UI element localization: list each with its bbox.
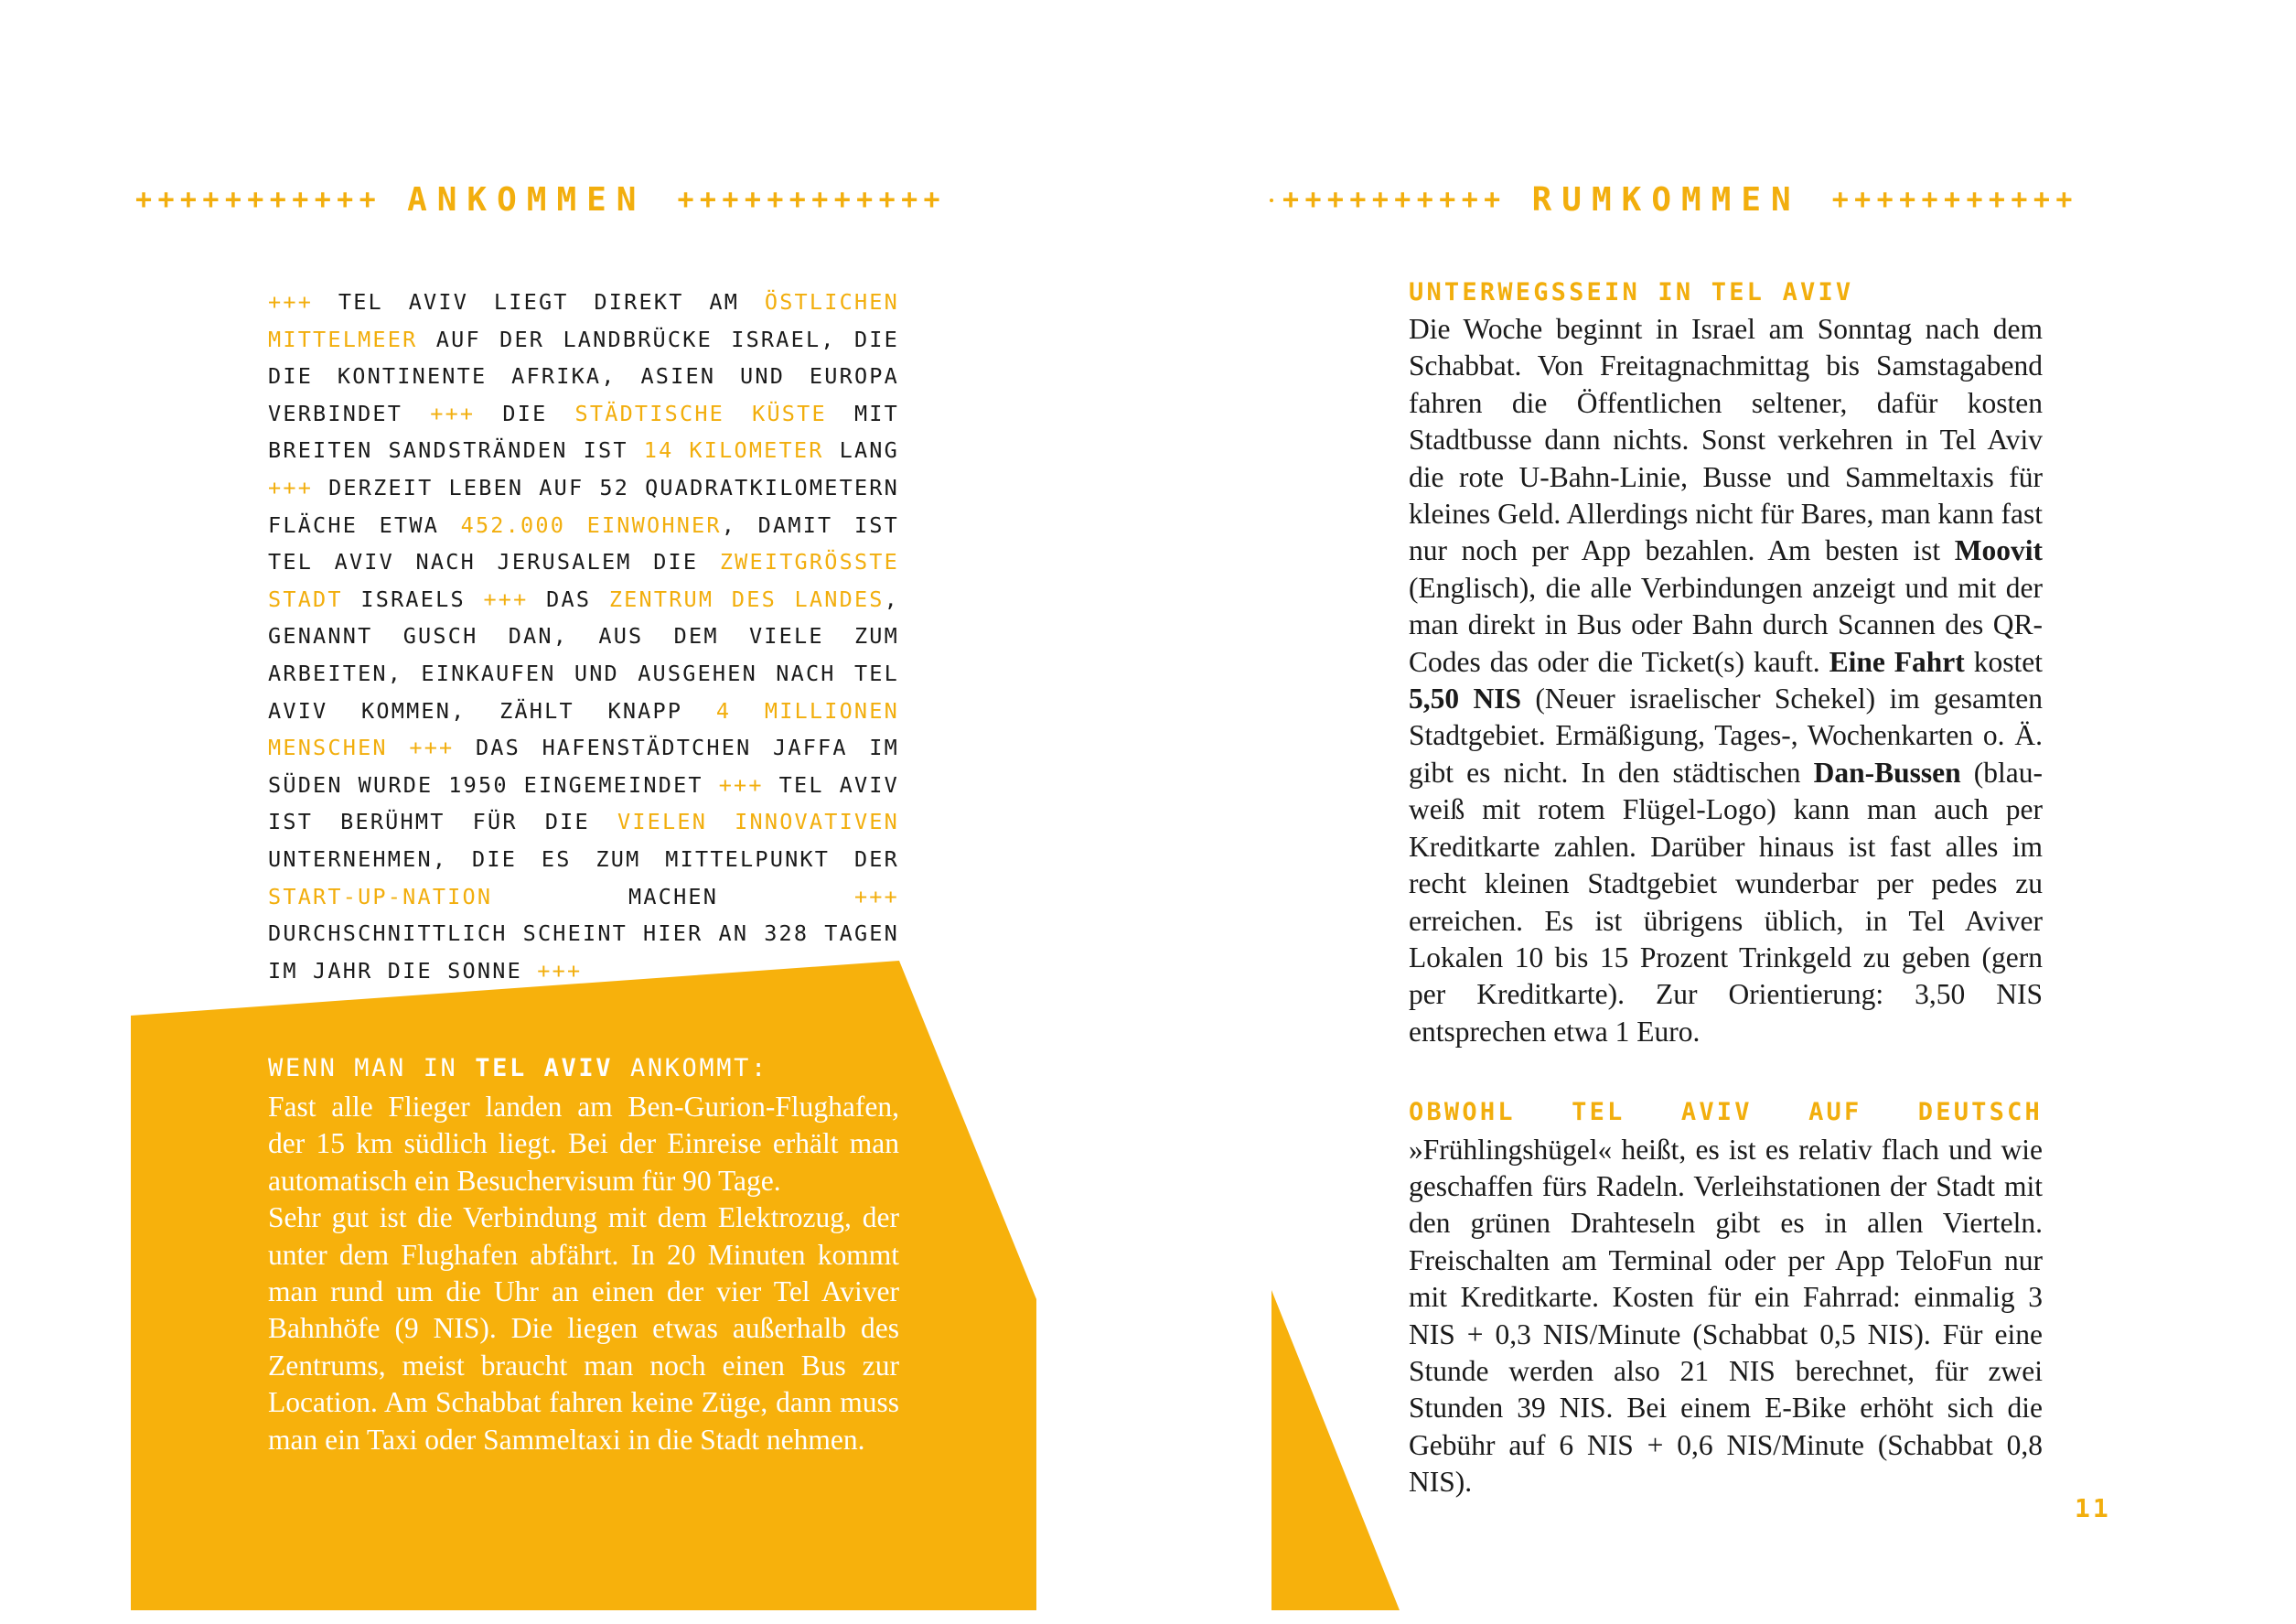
arrival-heading-post: ANKOMMT: (613, 1054, 768, 1082)
fact-highlight: +++ (268, 474, 314, 500)
fact-highlight: +++ (409, 735, 455, 761)
section-heading-unterwegssein: UNTERWEGSSEIN IN TEL AVIV (1409, 278, 1854, 307)
fact-text: AUF DER LANDBRÜCKE ISRAEL, DIE DIE KONTINENTE AFRIKA, ASIEN UND EUROPA VERBINDET (268, 326, 899, 426)
header-dot (1270, 199, 1273, 202)
fact-highlight: +++ (268, 289, 314, 315)
header-title-rumkommen: RUMKOMMEN (1531, 180, 1801, 219)
fact-text: UNTERNEHMEN, DIE ES ZUM MITTELPUNKT DER (268, 845, 899, 872)
fact-text: , GENANNT GUSCH DAN, AUS DEM VIELE ZUM ARBEITEN, EINKAUFEN UND AUSGEHEN NACH TEL AVIV KOMMEN, ZÄHLT KNAPP (268, 586, 899, 724)
fact-highlight: ÖSTLICHEN MITTELMEER (268, 289, 899, 352)
fact-highlight: +++ (718, 771, 764, 798)
fact-text: MIT BREITEN SANDSTRÄNDEN IST (268, 400, 899, 464)
facts-paragraph (268, 284, 899, 989)
header-plus-left: +++++++++++ (135, 183, 382, 216)
arrival-body-para-2: Sehr gut ist die Verbindung mit dem Elektrozug, der unter dem Flughafen abfährt. In 20 Minuten kommt man rund um die Uhr an einen der vier Tel Aviver Bahnhöfe (9 NIS). Die liegen etwas außerhalb des Zentrums, meist braucht man noch einen Bus zur Location. Am Schabbat fahren keine Züge, dann muss man ein Taxi oder Sammeltaxi in die Stadt nehmen. (268, 1201, 899, 1456)
body-text: (Englisch), die alle Verbindungen anzeigt und mit der man direkt in Bus oder Bahn durch Scannen des QR-Codes das oder die Ticket(s) kauft. (1409, 571, 2043, 678)
fact-highlight: 452.000 EINWOHNER (460, 511, 722, 538)
fact-text (388, 735, 410, 760)
header-plus-right: +++++++++++ (1831, 183, 2078, 216)
right-column (1409, 274, 2043, 1501)
body-bold: Dan-Bussen (1813, 756, 1961, 789)
arrival-body (268, 1089, 899, 1458)
body-text: Die Woche beginnt in Israel am Sonntag nach dem Schabbat. Von Freitagnachmittag bis Samstagabend fahren die Öffentlichen seltener, dafür kosten Stadtbusse dann nichts. Sonst verkehren in Tel Aviv die rote U-Bahn-Linie, Busse und Sammeltaxis für kleines Geld. Allerdings nicht für Bares, man kann fast nur noch per App bezahlen. Am besten ist (1409, 313, 2043, 567)
body-bold: 5,50 NIS (1409, 683, 1521, 715)
header-title-ankommen: ANKOMMEN (407, 180, 647, 219)
header-plus-left: ++++++++++ (1282, 183, 1507, 216)
fact-text: DAS (528, 586, 609, 612)
arrival-heading-bold: TEL AVIV (475, 1054, 614, 1082)
fact-text: ISRAELS (342, 586, 484, 612)
fact-highlight: +++ (537, 957, 583, 984)
fact-highlight: 4 MILLIONEN MENSCHEN (268, 697, 899, 761)
left-page-header (135, 179, 1041, 220)
fact-highlight: ZWEITGRÖSSTE STADT (268, 549, 899, 612)
fact-text: DIE (475, 400, 575, 426)
fact-highlight: +++ (853, 883, 899, 909)
fact-highlight: STÄDTISCHE KÜSTE (574, 400, 827, 426)
section-body-unterwegssein (1409, 311, 2043, 1050)
fact-highlight: 14 KILOMETER (643, 437, 824, 464)
arrival-box (268, 1050, 899, 1458)
fact-text: DERZEIT LEBEN AUF 52 QUADRATKILOMETERN FLÄCHE ETWA (268, 474, 899, 538)
fact-text: LANG (823, 437, 899, 464)
fact-text: TEL AVIV IST BERÜHMT FÜR DIE (268, 771, 899, 835)
page-number: 11 (2075, 1493, 2111, 1523)
arrival-body-para-1: Fast alle Flieger landen am Ben-Gurion-Flughafen, der 15 km südlich liegt. Bei der Einreise erhält man automatisch ein Besuchervisum für 90 Tage. (268, 1091, 899, 1197)
yellow-corner-shape (1271, 1290, 1400, 1610)
body-text: (Neuer israelischer Schekel) im gesamten Stadtgebiet. Ermäßigung, Tages-, Wochenkarten o. Ä. gibt es nicht. In den städtischen (1409, 683, 2043, 789)
body-bold: Eine Fahrt (1829, 645, 1965, 678)
fact-text: TEL AVIV LIEGT DIREKT AM (313, 289, 765, 315)
section-lead-obwohl: OBWOHL TEL AVIV AUF DEUTSCH (1409, 1098, 2043, 1127)
fact-highlight: +++ (430, 400, 476, 426)
header-plus-right: ++++++++++++ (677, 183, 947, 216)
body-text: kostet (1964, 645, 2044, 678)
body-text: (blau-weiß mit rotem Flügel-Logo) kann man auch per Kreditkarte zahlen. Darüber hinaus ist fast alles im recht kleinen Stadtgebiet wunderbar per pedes zu erreichen. Es ist übrigens üblich, in Tel Aviver Lokalen 10 bis 15 Prozent Trinkgeld zu geben (gern per Kreditkarte). Zur Orientierung: 3,50 NIS entsprechen etwa 1 Euro. (1409, 756, 2044, 1048)
right-page-header (1282, 179, 2188, 220)
arrival-heading-pre: WENN MAN IN (268, 1054, 476, 1082)
section-body-radeln (1409, 1092, 2043, 1500)
fact-text: DURCHSCHNITTLICH SCHEINT HIER AN 328 TAGEN IM JAHR DIE SONNE (268, 920, 899, 984)
fact-highlight: +++ (483, 586, 529, 612)
fact-text: MACHEN (492, 883, 854, 909)
arrival-heading (268, 1050, 899, 1087)
fact-highlight: ZENTRUM DES LANDES (608, 586, 885, 612)
fact-text: DAS HAFENSTÄDTCHEN JAFFA IM SÜDEN WURDE 1950 EINGEMEINDET (268, 735, 899, 798)
section-body-radeln-text: »Frühlingshügel« heißt, es ist es relativ flach und wie geschaffen fürs Radeln. Verleihstationen der Stadt mit den grünen Drahteseln gibt es in allen Vierteln. Freischalten am Terminal oder per App TeloFun nur mit Kreditkarte. Kosten für ein Fahrrad: einmalig 3 NIS + 0,3 NIS/Minute (Schabbat 0,5 NIS). Für eine Stunde werden also 21 NIS berechnet, für zwei Stunden 39 NIS. Bei einem E-Bike erhöht sich die Gebühr auf 6 NIS + 0,6 NIS/Minute (Schabbat 0,8 NIS). (1409, 1133, 2043, 1499)
body-bold: Moovit (1954, 534, 2043, 567)
fact-highlight: VIELEN INNOVATIVEN (617, 809, 899, 835)
fact-text: , DAMIT IST TEL AVIV NACH JERUSALEM DIE (268, 511, 899, 575)
fact-highlight: START-UP-NATION (268, 883, 493, 909)
